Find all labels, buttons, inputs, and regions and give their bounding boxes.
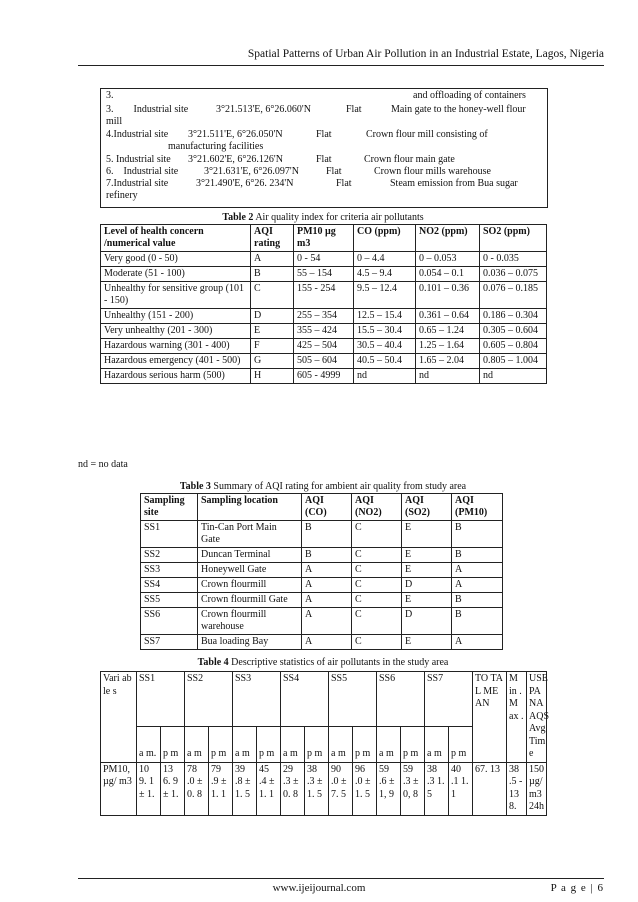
col-header-ss5: SS5 xyxy=(329,672,377,727)
table4-caption xyxy=(100,657,546,668)
subheader-pm: p m xyxy=(209,726,233,762)
col-header-co: CO (ppm) xyxy=(354,225,416,252)
cell-location: Crown flourmill Gate xyxy=(198,593,302,608)
cell-location: Tin-Can Port Main Gate xyxy=(198,521,302,548)
cell-no2: 0 – 0.053 xyxy=(416,252,480,267)
table-row xyxy=(101,252,547,267)
subheader-am: a m xyxy=(425,726,449,762)
cell-co: B xyxy=(302,548,352,563)
cell-so2: 0.805 – 1.004 xyxy=(480,354,547,369)
table-row xyxy=(141,563,503,578)
cell-so2: 0.605 – 0.804 xyxy=(480,339,547,354)
cell-min-max: 38 .5 - 13 8. xyxy=(507,762,527,815)
cell-co: A xyxy=(302,578,352,593)
cell-value: 38 .3 1. 5 xyxy=(425,762,449,815)
cell-co: A xyxy=(302,563,352,578)
table-row xyxy=(101,324,547,339)
site-description: Crown flour mill consisting of xyxy=(366,129,488,140)
col-header-aqi-co: AQI (CO) xyxy=(302,494,352,521)
cell-no2: C xyxy=(352,578,402,593)
site-description: Crown flour main gate xyxy=(364,154,455,165)
cell-level: Unhealthy for sensitive group (101 - 150) xyxy=(101,282,251,309)
cell-pm10: A xyxy=(452,578,503,593)
cell-site: SS3 xyxy=(141,563,198,578)
cell-pm10: 505 – 604 xyxy=(294,354,354,369)
col-header-aqi-no2: AQI (NO2) xyxy=(352,494,402,521)
cell-pm10: 355 – 424 xyxy=(294,324,354,339)
subheader-pm: p m xyxy=(401,726,425,762)
site-terrain: Flat xyxy=(336,178,352,189)
cell-aqi: H xyxy=(251,369,294,384)
cell-value: 96 .0 ± 1. 5 xyxy=(353,762,377,815)
cell-level: Moderate (51 - 100) xyxy=(101,267,251,282)
col-header-so2: SO2 (ppm) xyxy=(480,225,547,252)
site-coordinates: 3°21.490'E, 6°26. 234'N xyxy=(196,178,294,189)
col-header-aqi: AQI rating xyxy=(251,225,294,252)
cell-variable: PM10, µg/ m3 xyxy=(101,762,137,815)
site-description-wrap: mill xyxy=(106,116,123,127)
cell-co: 15.5 – 30.4 xyxy=(354,324,416,339)
subheader-am: a m xyxy=(185,726,209,762)
col-header-aqi-so2: AQI (SO2) xyxy=(402,494,452,521)
footer-url: www.ijeijournal.com xyxy=(272,882,366,894)
cell-co: 4.5 – 9.4 xyxy=(354,267,416,282)
cell-no2: C xyxy=(352,593,402,608)
col-header-ss3: SS3 xyxy=(233,672,281,727)
cell-location: Bua loading Bay xyxy=(198,635,302,650)
aqi-summary-table xyxy=(140,493,503,650)
table-row xyxy=(101,339,547,354)
col-header-variables: Vari able s xyxy=(101,672,137,763)
cell-aqi: C xyxy=(251,282,294,309)
cell-pm10: B xyxy=(452,608,503,635)
col-header-location: Sampling location xyxy=(198,494,302,521)
cell-so2: 0 - 0.035 xyxy=(480,252,547,267)
cell-so2: 0.305 – 0.604 xyxy=(480,324,547,339)
cell-value: 13 6. 9 ± 1. xyxy=(161,762,185,815)
subheader-pm: p m xyxy=(449,726,473,762)
table-row xyxy=(101,354,547,369)
table2-caption-text: Air quality index for criteria air pollutants xyxy=(253,212,424,223)
subheader-pm: p m xyxy=(161,726,185,762)
cell-level: Very good (0 - 50) xyxy=(101,252,251,267)
col-header-ss2: SS2 xyxy=(185,672,233,727)
table-header-row xyxy=(141,494,503,521)
descriptive-stats-table xyxy=(100,671,550,816)
cell-value: 45 .4 ± 1. 1 xyxy=(257,762,281,815)
cell-location: Duncan Terminal xyxy=(198,548,302,563)
footer-rule xyxy=(78,878,604,879)
site-description: Crown flour mills warehouse xyxy=(374,166,491,177)
col-header-ss1: SS1 xyxy=(137,672,185,727)
cell-co: B xyxy=(302,521,352,548)
table-row xyxy=(101,762,547,815)
cell-co: 9.5 – 12.4 xyxy=(354,282,416,309)
col-header-aqi-pm10: AQI (PM10) xyxy=(452,494,503,521)
table-row xyxy=(141,578,503,593)
table-row xyxy=(141,635,503,650)
running-header: Spatial Patterns of Urban Air Pollution in an Industrial Estate, Lagos, Nigeria xyxy=(247,48,604,60)
table3-caption xyxy=(100,481,546,492)
cell-location: Crown flourmill xyxy=(198,578,302,593)
cell-co: 30.5 – 40.4 xyxy=(354,339,416,354)
subheader-pm: p m xyxy=(257,726,281,762)
page-number: P a g e | 6 xyxy=(550,882,604,894)
site-label: 3. Industrial site xyxy=(106,104,189,115)
site-coordinates: 3°21.511'E, 6°26.050'N xyxy=(188,129,283,140)
cell-co: A xyxy=(302,608,352,635)
site-table-continuation xyxy=(100,88,548,208)
table-row xyxy=(101,369,547,384)
cell-value: 10 9. 1 ± 1. xyxy=(137,762,161,815)
table-row xyxy=(141,548,503,563)
cell-co: 0 – 4.4 xyxy=(354,252,416,267)
table-row xyxy=(141,608,503,635)
cell-so2: E xyxy=(402,635,452,650)
cell-site: SS7 xyxy=(141,635,198,650)
cell-total-mean: 67. 13 xyxy=(473,762,507,815)
subheader-am: a m xyxy=(233,726,257,762)
subheader-am: a m xyxy=(281,726,305,762)
cell-so2: D xyxy=(402,608,452,635)
site-description: and offloading of containers xyxy=(413,90,526,101)
cell-aqi: A xyxy=(251,252,294,267)
cell-so2: 0.076 – 0.185 xyxy=(480,282,547,309)
table-row xyxy=(141,593,503,608)
site-terrain: Flat xyxy=(316,154,332,165)
col-header-usepa: USE PA NA AQS Avg Tim e xyxy=(527,672,547,763)
site-label: 5. Industrial site xyxy=(106,154,171,165)
site-description: Main gate to the honey-well flour xyxy=(391,104,526,115)
cell-level: Unhealthy (151 - 200) xyxy=(101,309,251,324)
cell-level: Hazardous warning (301 - 400) xyxy=(101,339,251,354)
table-row xyxy=(101,267,547,282)
col-header-ss4: SS4 xyxy=(281,672,329,727)
cell-pm10: 605 - 4999 xyxy=(294,369,354,384)
site-description: Steam emission from Bua sugar xyxy=(390,178,518,189)
cell-pm10: A xyxy=(452,563,503,578)
subheader-am: a m xyxy=(329,726,353,762)
cell-value: 79 .9 ± 1. 1 xyxy=(209,762,233,815)
cell-value: 59 .3 ± 0, 8 xyxy=(401,762,425,815)
cell-no2: C xyxy=(352,521,402,548)
cell-pm10: 155 - 254 xyxy=(294,282,354,309)
subheader-am: a m xyxy=(377,726,401,762)
site-label: 4.Industrial site xyxy=(106,129,169,140)
cell-co: A xyxy=(302,593,352,608)
table4-caption-label: Table 4 xyxy=(197,657,229,668)
site-terrain: Flat xyxy=(326,166,342,177)
cell-so2: D xyxy=(402,578,452,593)
site-label: 6. Industrial site xyxy=(106,166,179,177)
cell-so2: E xyxy=(402,593,452,608)
cell-pm10: 0 - 54 xyxy=(294,252,354,267)
table3-caption-text: Summary of AQI rating for ambient air quality from study area xyxy=(210,481,467,492)
cell-level: Hazardous serious harm (500) xyxy=(101,369,251,384)
cell-usepa: 150 µg/ m3 24h xyxy=(527,762,547,815)
table3-caption-label: Table 3 xyxy=(179,481,211,492)
cell-site: SS5 xyxy=(141,593,198,608)
cell-value: 38 .3 ± 1. 5 xyxy=(305,762,329,815)
table4-caption-text: Descriptive statistics of air pollutants in the study area xyxy=(228,657,449,668)
cell-pm10: 255 – 354 xyxy=(294,309,354,324)
cell-level: Hazardous emergency (401 - 500) xyxy=(101,354,251,369)
cell-co: 12.5 – 15.4 xyxy=(354,309,416,324)
cell-pm10: B xyxy=(452,521,503,548)
table2-caption xyxy=(100,212,546,223)
cell-site: SS2 xyxy=(141,548,198,563)
cell-so2: nd xyxy=(480,369,547,384)
cell-value: 40 .1 1. 1 xyxy=(449,762,473,815)
cell-co: A xyxy=(302,635,352,650)
table-row xyxy=(101,309,547,324)
cell-no2: 0.65 – 1.24 xyxy=(416,324,480,339)
cell-no2: 1.25 – 1.64 xyxy=(416,339,480,354)
site-coordinates: 3°21.513'E, 6°26.060'N xyxy=(216,104,311,115)
cell-no2: nd xyxy=(416,369,480,384)
site-coordinates: 3°21.602'E, 6°26.126'N xyxy=(188,154,283,165)
nd-footnote: nd = no data xyxy=(78,459,128,470)
cell-pm10: 55 – 154 xyxy=(294,267,354,282)
cell-aqi: E xyxy=(251,324,294,339)
cell-site: SS4 xyxy=(141,578,198,593)
cell-value: 78 .0 ± 0. 8 xyxy=(185,762,209,815)
aqi-criteria-table xyxy=(100,224,547,384)
col-header-level: Level of health concern /numerical value xyxy=(101,225,251,252)
cell-pm10: A xyxy=(452,635,503,650)
cell-pm10: B xyxy=(452,593,503,608)
cell-site: SS6 xyxy=(141,608,198,635)
site-terrain: Flat xyxy=(316,129,332,140)
header-rule xyxy=(78,65,604,66)
cell-co: nd xyxy=(354,369,416,384)
cell-value: 59 .6 ± 1, 9 xyxy=(377,762,401,815)
site-label: 7.Industrial site xyxy=(106,178,169,189)
site-coordinates: 3°21.631'E, 6°26.097'N xyxy=(204,166,299,177)
cell-value: 29 .3 ± 0. 8 xyxy=(281,762,305,815)
col-header-min-max: M in . M ax . xyxy=(507,672,527,763)
cell-so2: E xyxy=(402,521,452,548)
col-header-site: Sampling site xyxy=(141,494,198,521)
cell-so2: E xyxy=(402,548,452,563)
cell-aqi: F xyxy=(251,339,294,354)
site-terrain: Flat xyxy=(346,104,362,115)
cell-no2: 0.054 – 0.1 xyxy=(416,267,480,282)
col-header-pm10: PM10 µg m3 xyxy=(294,225,354,252)
cell-so2: E xyxy=(402,563,452,578)
col-header-total-mean: TO TA L ME AN xyxy=(473,672,507,763)
cell-site: SS1 xyxy=(141,521,198,548)
cell-no2: 0.361 – 0.64 xyxy=(416,309,480,324)
site-description-wrap: refinery xyxy=(106,190,138,201)
cell-aqi: G xyxy=(251,354,294,369)
table-header-row xyxy=(101,225,547,252)
table-row xyxy=(141,521,503,548)
cell-so2: 0.036 – 0.075 xyxy=(480,267,547,282)
cell-aqi: B xyxy=(251,267,294,282)
cell-pm10: 425 – 504 xyxy=(294,339,354,354)
cell-so2: 0.186 – 0.304 xyxy=(480,309,547,324)
site-number: 3. xyxy=(106,90,114,101)
cell-no2: 1.65 – 2.04 xyxy=(416,354,480,369)
cell-pm10: B xyxy=(452,548,503,563)
col-header-ss7: SS7 xyxy=(425,672,473,727)
col-header-no2: NO2 (ppm) xyxy=(416,225,480,252)
cell-no2: C xyxy=(352,608,402,635)
cell-location: Crown flourmill warehouse xyxy=(198,608,302,635)
cell-level: Very unhealthy (201 - 300) xyxy=(101,324,251,339)
col-header-ss6: SS6 xyxy=(377,672,425,727)
cell-location: Honeywell Gate xyxy=(198,563,302,578)
table2-caption-label: Table 2 xyxy=(222,212,254,223)
cell-no2: C xyxy=(352,563,402,578)
cell-aqi: D xyxy=(251,309,294,324)
site-description-wrap: manufacturing facilities xyxy=(168,141,264,152)
table-header-row xyxy=(101,672,547,727)
subheader-am: a m. xyxy=(137,726,161,762)
cell-value: 39 .8 ± 1. 5 xyxy=(233,762,257,815)
cell-no2: 0.101 – 0.36 xyxy=(416,282,480,309)
subheader-pm: p m xyxy=(353,726,377,762)
cell-no2: C xyxy=(352,635,402,650)
cell-value: 90 .0 ± 7. 5 xyxy=(329,762,353,815)
subheader-pm: p m xyxy=(305,726,329,762)
cell-no2: C xyxy=(352,548,402,563)
cell-co: 40.5 – 50.4 xyxy=(354,354,416,369)
table-row xyxy=(101,282,547,309)
